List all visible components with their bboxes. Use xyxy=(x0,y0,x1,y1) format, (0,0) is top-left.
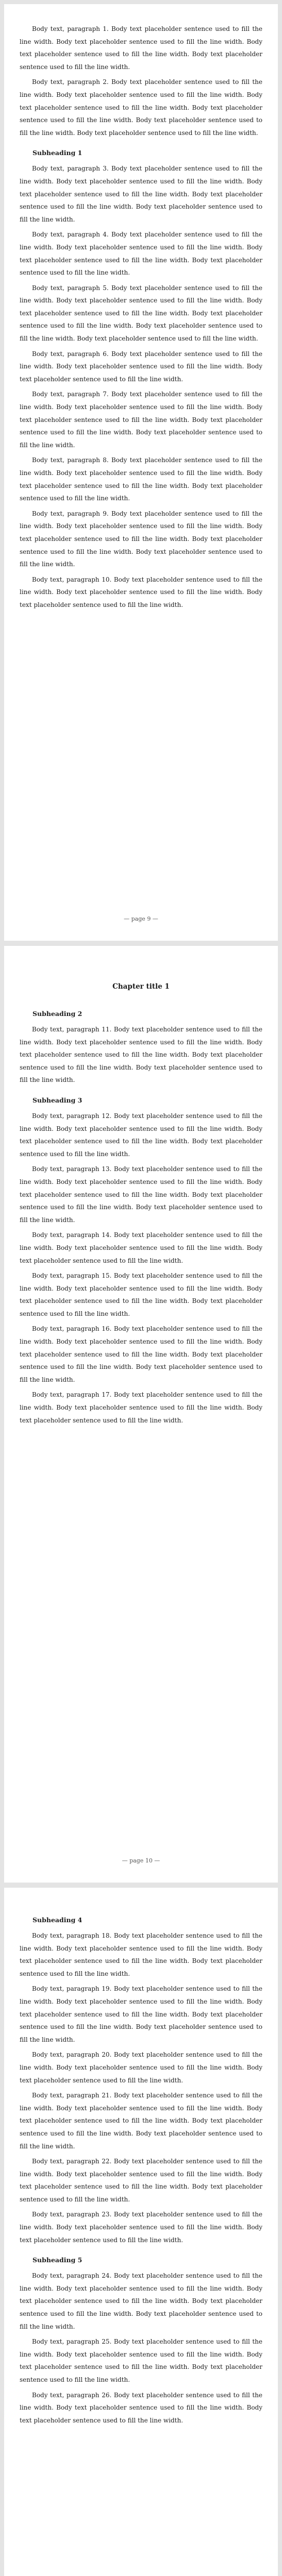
body-paragraph: Body text, paragraph 24. Body text placeholder sentence used to fill the line width. Body text placeholder sentence used to fill the line width. Body text placeholder sentence used to fill the line width. Body text placeholder sentence used to fill the line width. Body text placeholder sentence used to fill the line width. xyxy=(20,2272,262,2330)
body-paragraph: Body text, paragraph 23. Body text placeholder sentence used to fill the line width. Body text placeholder sentence used to fill the line width. Body text placeholder sentence used to fill the line width. xyxy=(20,2211,262,2244)
body-paragraph: Body text, paragraph 19. Body text placeholder sentence used to fill the line width. Body text placeholder sentence used to fill the line width. Body text placeholder sentence used to fill the line width. Body text placeholder sentence used to fill the line width. Body text placeholder sentence used to fill the line width. xyxy=(20,1985,262,2043)
body-paragraph: Body text, paragraph 4. Body text placeholder sentence used to fill the line width. Body text placeholder sentence used to fill the line width. Body text placeholder sentence used to fill the line width. Body text placeholder sentence used to fill the line width. xyxy=(20,231,262,277)
document-page-1 xyxy=(4,4,278,941)
section-heading: Subheading 2 xyxy=(32,1010,82,1018)
body-paragraph: Body text, paragraph 15. Body text placeholder sentence used to fill the line width. Body text placeholder sentence used to fill the line width. Body text placeholder sentence used to fill the line width. Body text placeholder sentence used to fill the line width. xyxy=(20,1272,262,1317)
body-paragraph: Body text, paragraph 8. Body text placeholder sentence used to fill the line width. Body text placeholder sentence used to fill the line width. Body text placeholder sentence used to fill the line width. Body text placeholder sentence used to fill the line width. xyxy=(20,456,262,502)
document-page-3 xyxy=(4,1888,278,2576)
section-heading: Subheading 4 xyxy=(32,1916,82,1924)
body-paragraph: Body text, paragraph 11. Body text placeholder sentence used to fill the line width. Body text placeholder sentence used to fill the line width. Body text placeholder sentence used to fill the line width. Body text placeholder sentence used to fill the line width. Body text placeholder sentence used to fill the line width. xyxy=(20,1026,262,1084)
body-paragraph: Body text, paragraph 2. Body text placeholder sentence used to fill the line width. Body text placeholder sentence used to fill the line width. Body text placeholder sentence used to fill the line width. Body text placeholder sentence used to fill the line width. Body text placeholder sentence used to fill the line width. Body text placeholder sentence used to fill the line width. xyxy=(20,78,262,137)
body-paragraph: Body text, paragraph 14. Body text placeholder sentence used to fill the line width. Body text placeholder sentence used to fill the line width. Body text placeholder sentence used to fill the line width. xyxy=(20,1231,262,1264)
body-paragraph: Body text, paragraph 26. Body text placeholder sentence used to fill the line width. Body text placeholder sentence used to fill the line width. Body text placeholder sentence used to fill the line width. xyxy=(20,2391,262,2424)
body-paragraph: Body text, paragraph 18. Body text placeholder sentence used to fill the line width. Body text placeholder sentence used to fill the line width. Body text placeholder sentence used to fill the line width. Body text placeholder sentence used to fill the line width. xyxy=(20,1932,262,1977)
body-paragraph: Body text, paragraph 16. Body text placeholder sentence used to fill the line width. Body text placeholder sentence used to fill the line width. Body text placeholder sentence used to fill the line width. Body text placeholder sentence used to fill the line width. Body text placeholder sentence used to fill the line width. xyxy=(20,1325,262,1383)
page-content xyxy=(4,1888,278,2427)
body-paragraph: Body text, paragraph 20. Body text placeholder sentence used to fill the line width. Body text placeholder sentence used to fill the line width. Body text placeholder sentence used to fill the line width. xyxy=(20,2051,262,2084)
body-paragraph: Body text, paragraph 17. Body text placeholder sentence used to fill the line width. Body text placeholder sentence used to fill the line width. Body text placeholder sentence used to fill the line width. xyxy=(20,1391,262,1424)
section-heading: Subheading 5 xyxy=(32,2256,82,2264)
page-number: — page 10 — xyxy=(122,1857,160,1864)
body-paragraph: Body text, paragraph 10. Body text placeholder sentence used to fill the line width. Body text placeholder sentence used to fill the line width. Body text placeholder sentence used to fill the line width. xyxy=(20,575,262,608)
section-heading: Subheading 1 xyxy=(32,149,82,157)
body-paragraph: Body text, paragraph 5. Body text placeholder sentence used to fill the line width. Body text placeholder sentence used to fill the line width. Body text placeholder sentence used to fill the line width. Body text placeholder sentence used to fill the line width. Body text placeholder sentence used to fill the line width. Body text placeholder sentence used to fill the line width. xyxy=(20,284,262,343)
body-paragraph: Body text, paragraph 13. Body text placeholder sentence used to fill the line width. Body text placeholder sentence used to fill the line width. Body text placeholder sentence used to fill the line width. Body text placeholder sentence used to fill the line width. Body text placeholder sentence used to fill the line width. xyxy=(20,1165,262,1224)
page-content xyxy=(4,946,278,1427)
body-paragraph: Body text, paragraph 1. Body text placeholder sentence used to fill the line width. Body text placeholder sentence used to fill the line width. Body text placeholder sentence used to fill the line width. Body text placeholder sentence used to fill the line width. xyxy=(20,25,262,71)
body-paragraph: Body text, paragraph 9. Body text placeholder sentence used to fill the line width. Body text placeholder sentence used to fill the line width. Body text placeholder sentence used to fill the line width. Body text placeholder sentence used to fill the line width. Body text placeholder sentence used to fill the line width. xyxy=(20,510,262,568)
body-paragraph: Body text, paragraph 6. Body text placeholder sentence used to fill the line width. Body text placeholder sentence used to fill the line width. Body text placeholder sentence used to fill the line width. xyxy=(20,350,262,383)
body-paragraph: Body text, paragraph 21. Body text placeholder sentence used to fill the line width. Body text placeholder sentence used to fill the line width. Body text placeholder sentence used to fill the line width. Body text placeholder sentence used to fill the line width. Body text placeholder sentence used to fill the line width. xyxy=(20,2092,262,2150)
document-page-2 xyxy=(4,946,278,1883)
body-paragraph: Body text, paragraph 3. Body text placeholder sentence used to fill the line width. Body text placeholder sentence used to fill the line width. Body text placeholder sentence used to fill the line width. Body text placeholder sentence used to fill the line width. Body text placeholder sentence used to fill the line width. xyxy=(20,165,262,223)
body-paragraph: Body text, paragraph 12. Body text placeholder sentence used to fill the line width. Body text placeholder sentence used to fill the line width. Body text placeholder sentence used to fill the line width. Body text placeholder sentence used to fill the line width. xyxy=(20,1112,262,1158)
body-paragraph: Body text, paragraph 25. Body text placeholder sentence used to fill the line width. Body text placeholder sentence used to fill the line width. Body text placeholder sentence used to fill the line width. Body text placeholder sentence used to fill the line width. xyxy=(20,2338,262,2383)
section-heading: Subheading 3 xyxy=(32,1096,82,1104)
body-paragraph: Body text, paragraph 7. Body text placeholder sentence used to fill the line width. Body text placeholder sentence used to fill the line width. Body text placeholder sentence used to fill the line width. Body text placeholder sentence used to fill the line width. Body text placeholder sentence used to fill the line width. xyxy=(20,391,262,449)
chapter-title: Chapter title 1 xyxy=(112,982,170,991)
page-number: — page 9 — xyxy=(124,916,158,922)
page-content xyxy=(4,4,278,612)
body-paragraph: Body text, paragraph 22. Body text placeholder sentence used to fill the line width. Body text placeholder sentence used to fill the line width. Body text placeholder sentence used to fill the line width. Body text placeholder sentence used to fill the line width. xyxy=(20,2158,262,2203)
